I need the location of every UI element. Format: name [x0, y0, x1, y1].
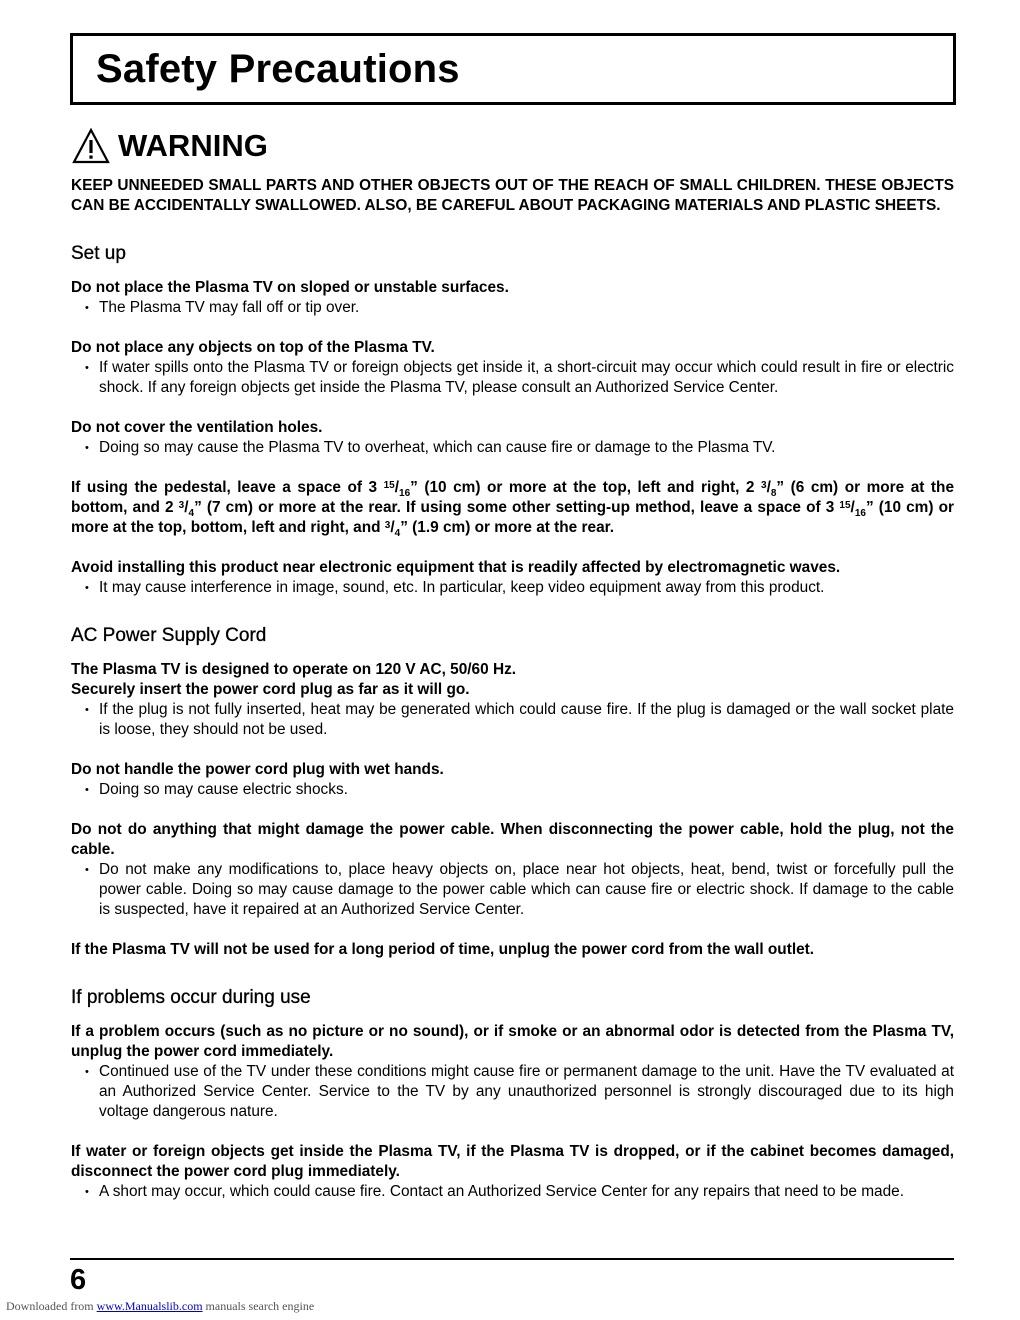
warning-heading	[72, 126, 268, 166]
item-bullet: • Continued use of the TV under these conditions might cause fire or permanent damage to the unit. Have the TV evaluated at an Authorized Service Center. Service to the TV by any unauthorized personnel is strongly discouraged due to its high voltage dangerous nature.	[71, 1062, 954, 1122]
page-number: 6	[70, 1264, 87, 1296]
problems-item-water	[71, 1142, 954, 1202]
setup-item-electromagnetic	[71, 558, 954, 598]
item-bullet: • Doing so may cause the Plasma TV to overheat, which can cause fire or damage to the Plasma TV.	[71, 438, 954, 458]
setup-item-ventilation	[71, 418, 954, 458]
download-prefix: Downloaded from	[6, 1299, 97, 1313]
item-bullet: • A short may occur, which could cause fire. Contact an Authorized Service Center for any repairs that need to be made.	[71, 1182, 954, 1202]
item-bullet: • If water spills onto the Plasma TV or foreign objects get inside it, a short-circuit may occur which could result in fire or electric shock. If any foreign objects get inside the Plasma TV, please consult an Authorized Service Center.	[71, 358, 954, 398]
item-bullet: • The Plasma TV may fall off or tip over.	[71, 298, 954, 318]
item-bullet: • It may cause interference in image, sound, etc. In particular, keep video equipment away from this product.	[71, 578, 954, 598]
item-heading: Do not place any objects on top of the Plasma TV.	[71, 339, 435, 356]
warning-label: WARNING	[118, 128, 268, 163]
warning-triangle-icon	[72, 128, 110, 164]
item-heading: Do not do anything that might damage the power cable. When disconnecting the power cable, hold the plug, not the cable.	[71, 821, 954, 858]
item-bullet: • Doing so may cause electric shocks.	[71, 780, 954, 800]
ac-item-wet-hands	[71, 760, 954, 800]
item-bullet: • Do not make any modifications to, place heavy objects on, place near hot objects, heat, bend, twist or forcefully pull the power cable. Doing so may cause damage to the power cable which can cause fire or electric shock. If damage to the cable is suspected, have it repaired at an Authorized Service Center.	[71, 860, 954, 920]
download-suffix: manuals search engine	[202, 1299, 315, 1313]
item-heading: Securely insert the power cord plug as far as it will go.	[71, 681, 470, 698]
setup-item-pedestal	[71, 478, 954, 538]
download-credit	[6, 1299, 314, 1314]
main-content	[71, 176, 954, 1202]
section-heading-problems: If problems occur during use	[71, 987, 311, 1008]
section-heading-ac-power: AC Power Supply Cord	[71, 625, 267, 646]
item-heading: Do not place the Plasma TV on sloped or unstable surfaces.	[71, 279, 509, 296]
page-title: Safety Precautions	[96, 47, 460, 91]
ac-item-voltage	[71, 660, 954, 740]
ac-item-unplug	[71, 940, 954, 960]
children-warning: KEEP UNNEEDED SMALL PARTS AND OTHER OBJECTS OUT OF THE REACH OF SMALL CHILDREN. THESE OBJECTS CAN BE ACCIDENTALLY SWALLOWED. ALSO, BE CAREFUL ABOUT PACKAGING MATERIALS AND PLASTIC SHEETS.	[71, 177, 954, 214]
ac-item-damage-cable	[71, 820, 954, 920]
setup-item-sloped	[71, 278, 954, 318]
item-bullet: • If the plug is not fully inserted, heat may be generated which could cause fire. If the plug is damaged or the wall socket plate is loose, they should not be used.	[71, 700, 954, 740]
item-heading: If the Plasma TV will not be used for a long period of time, unplug the power cord from the wall outlet.	[71, 941, 815, 958]
item-heading: If a problem occurs (such as no picture or no sound), or if smoke or an abnormal odor is detected from the Plasma TV, unplug the power cord immediately.	[71, 1023, 954, 1060]
title-box	[70, 33, 956, 105]
item-heading: Avoid installing this product near electronic equipment that is readily affected by electromagnetic waves.	[71, 559, 841, 576]
item-heading: Do not handle the power cord plug with wet hands.	[71, 761, 444, 778]
setup-item-objects	[71, 338, 954, 398]
manualslib-link[interactable]: www.Manualslib.com	[96, 1299, 203, 1313]
section-heading-setup: Set up	[71, 243, 126, 264]
item-heading: The Plasma TV is designed to operate on 120 V AC, 50/60 Hz.	[71, 661, 517, 678]
item-heading: If water or foreign objects get inside the Plasma TV, if the Plasma TV is dropped, or if the cabinet becomes damaged, disconnect the power cord plug immediately.	[71, 1143, 954, 1180]
footer-divider	[70, 1258, 954, 1260]
pedestal-clearance-text: If using the pedestal, leave a space of 3 $^{15}/_{16}$” (10 cm) or more at the top, left and right, 2 $^3/_8$” (6 cm) or more at the bottom, and 2 $^3/_4$” (7 cm) or more at the rear. If using some other setting-up method, leave a space of 3 $^{15}/_{16}$” (10 cm) or more at the top, bottom, left and right, and $^3/_4$” (1.9 cm) or more at the rear.	[71, 479, 955, 540]
problems-item-smoke	[71, 1022, 954, 1122]
item-heading: Do not cover the ventilation holes.	[71, 419, 323, 436]
